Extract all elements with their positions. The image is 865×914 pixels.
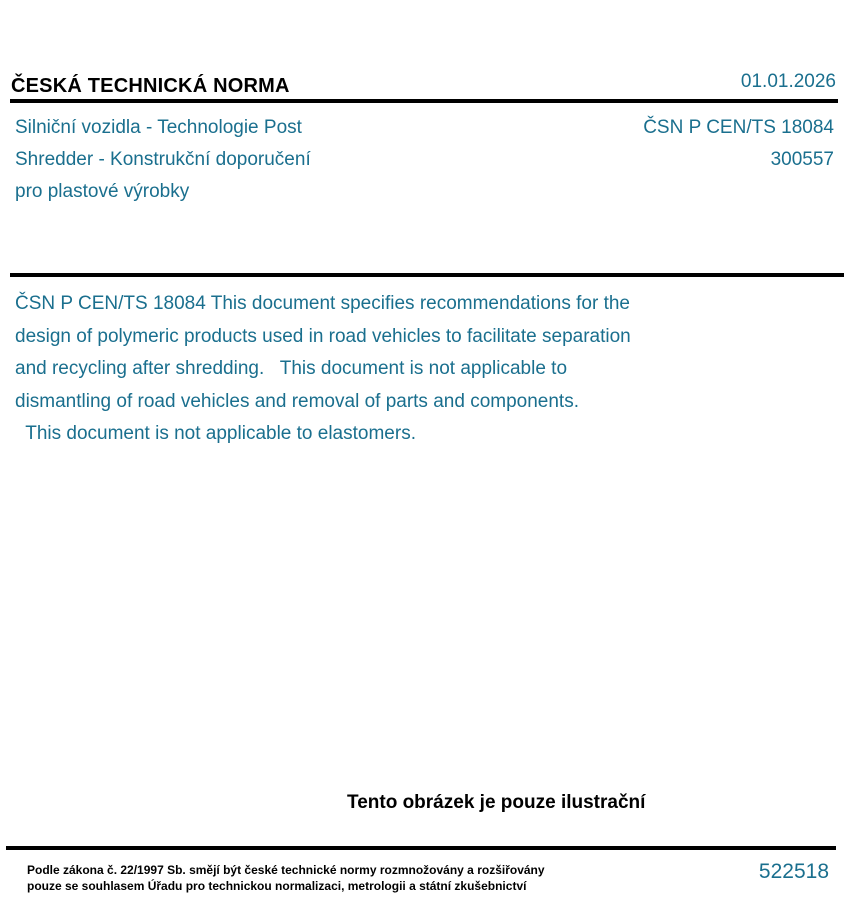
legal-notice — [27, 862, 545, 894]
legal-notice-line-2: pouze se souhlasem Úřadu pro technickou normalizaci, metrologii a státní zkušebnictví — [27, 879, 527, 893]
abstract-line: and recycling after shredding. This document is not applicable to — [15, 358, 568, 379]
standard-title-line-1: Silniční vozidla - Technologie Post — [15, 117, 302, 138]
standard-title-line-2: Shredder - Konstrukční doporučení — [15, 149, 311, 170]
abstract — [15, 288, 735, 451]
illustrative-note: Tento obrázek je pouze ilustrační — [347, 792, 646, 813]
document-type-heading: ČESKÁ TECHNICKÁ NORMA — [11, 75, 290, 97]
abstract-line: design of polymeric products used in road vehicles to facilitate separation — [15, 325, 631, 347]
legal-notice-line-1: Podle zákona č. 22/1997 Sb. smějí být české technické normy rozmnožovány a rozšiřovány — [27, 863, 545, 877]
classification-number: 300557 — [770, 149, 834, 170]
footer-divider — [6, 846, 836, 850]
effective-date: 01.01.2026 — [740, 71, 836, 92]
standard-title-line-3: pro plastové výrobky — [15, 181, 190, 202]
abstract-line: ČSN P CEN/TS 18084 This document specifies recommendations for the — [15, 293, 630, 314]
document-number: 522518 — [758, 860, 829, 883]
abstract-line: dismantling of road vehicles and removal of parts and components. — [15, 390, 579, 412]
title-divider — [10, 273, 844, 277]
abstract-line: This document is not applicable to elastomers. — [15, 423, 416, 444]
standard-code: ČSN P CEN/TS 18084 — [643, 117, 834, 138]
header-divider — [10, 99, 838, 103]
